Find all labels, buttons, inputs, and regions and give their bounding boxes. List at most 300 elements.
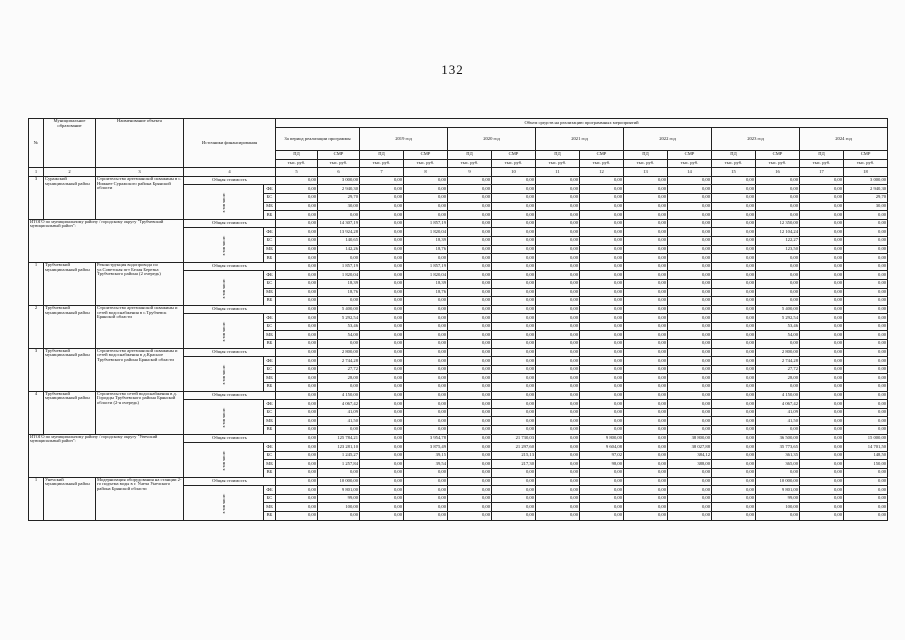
value-cell: 0,00 (624, 314, 668, 323)
value-cell: 0,00 (800, 279, 844, 288)
total-cost-label: Общая стоимость (184, 176, 276, 185)
value-cell: 0,00 (492, 348, 536, 357)
value-cell: 0,00 (404, 365, 448, 374)
value-cell: 0,00 (492, 417, 536, 426)
including-label: в том числе: (184, 357, 264, 391)
header-subcolumn: СМР (580, 151, 624, 160)
value-cell: 0,00 (800, 400, 844, 409)
value-cell: 0,00 (624, 279, 668, 288)
municipality-name: Трубчевский муниципальный район (44, 305, 96, 348)
value-cell: 0,00 (800, 434, 844, 443)
value-cell: 0,00 (536, 434, 580, 443)
value-cell: 0,00 (800, 297, 844, 306)
value-cell: 0,00 (536, 305, 580, 314)
funding-source: БС (264, 451, 276, 460)
value-cell: 0,00 (492, 477, 536, 486)
value-cell: 0,00 (360, 271, 404, 280)
funding-source: ВБ (264, 426, 276, 435)
value-cell: 0,00 (448, 408, 492, 417)
value-cell: 0,00 (624, 468, 668, 477)
value-cell: 0,00 (404, 468, 448, 477)
value-cell: 0,00 (276, 357, 318, 366)
value-cell: 18,39 (404, 279, 448, 288)
page-number: 132 (441, 62, 464, 77)
value-cell: 0,00 (712, 400, 756, 409)
value-cell: 0,00 (492, 391, 536, 400)
header-subcolumn: СМР (844, 151, 888, 160)
funding-source: БС (264, 236, 276, 245)
header-unit: тыс. руб. (448, 159, 492, 168)
value-cell: 0,00 (844, 477, 888, 486)
value-cell: 5 400,00 (756, 305, 800, 314)
value-cell: 0,00 (800, 468, 844, 477)
header-index: 14 (668, 168, 712, 177)
funding-source: МБ (264, 245, 276, 254)
value-cell: 12 104,24 (756, 228, 800, 237)
value-cell: 27,72 (756, 365, 800, 374)
value-cell: 0,00 (756, 297, 800, 306)
funding-source: БС (264, 408, 276, 417)
value-cell: 0,00 (360, 486, 404, 495)
value-cell: 3 875,49 (404, 443, 448, 452)
value-cell: 0,00 (712, 391, 756, 400)
value-cell: 0,00 (800, 460, 844, 469)
header-index: 8 (404, 168, 448, 177)
header-period: 2023 год (712, 128, 800, 151)
value-cell: 0,00 (844, 486, 888, 495)
value-cell: 0,00 (712, 511, 756, 520)
value-cell: 28,00 (318, 374, 360, 383)
header-subcolumn: ПД (276, 151, 318, 160)
value-cell: 0,00 (712, 477, 756, 486)
value-cell: 0,00 (360, 460, 404, 469)
value-cell: 4 067,42 (756, 400, 800, 409)
header-unit: тыс. руб. (536, 159, 580, 168)
value-cell: 0,00 (276, 417, 318, 426)
value-cell: 0,00 (580, 503, 624, 512)
value-cell: 0,00 (276, 494, 318, 503)
value-cell: 0,00 (712, 494, 756, 503)
value-cell: 0,00 (360, 211, 404, 220)
value-cell: 0,00 (448, 262, 492, 271)
value-cell: 0,00 (492, 511, 536, 520)
value-cell: 122,27 (756, 236, 800, 245)
value-cell: 4 067,42 (318, 400, 360, 409)
value-cell: 0,00 (712, 340, 756, 349)
value-cell: 0,00 (580, 262, 624, 271)
value-cell: 0,00 (580, 340, 624, 349)
value-cell: 0,00 (536, 297, 580, 306)
value-cell: 0,00 (448, 383, 492, 392)
funding-source: ВБ (264, 297, 276, 306)
value-cell: 0,00 (360, 254, 404, 263)
header-subcolumn: ПД (712, 151, 756, 160)
value-cell: 0,00 (448, 322, 492, 331)
value-cell: 0,00 (624, 391, 668, 400)
value-cell: 125 784,21 (318, 434, 360, 443)
value-cell: 99,00 (756, 494, 800, 503)
value-cell: 0,00 (668, 374, 712, 383)
value-cell: 0,00 (448, 340, 492, 349)
municipality-name: Трубчевский муниципальный район (44, 391, 96, 434)
value-cell: 0,00 (756, 279, 800, 288)
district-total-label: ИТОГО по муниципальному району / городскому округу "Трубчевский муниципальный район": (29, 219, 184, 262)
value-cell: 0,00 (844, 271, 888, 280)
value-cell: 0,00 (712, 357, 756, 366)
value-cell: 0,00 (276, 426, 318, 435)
value-cell: 0,00 (448, 451, 492, 460)
value-cell: 0,00 (580, 185, 624, 194)
value-cell: 0,00 (536, 271, 580, 280)
value-cell: 0,00 (448, 193, 492, 202)
value-cell: 1 857,19 (318, 262, 360, 271)
value-cell: 0,00 (360, 236, 404, 245)
value-cell: 0,00 (624, 348, 668, 357)
value-cell: 0,00 (448, 211, 492, 220)
value-cell: 0,00 (536, 176, 580, 185)
value-cell: 14 307,19 (318, 219, 360, 228)
value-cell: 0,00 (492, 219, 536, 228)
value-cell: 1 245,27 (318, 451, 360, 460)
value-cell: 2 800,00 (318, 348, 360, 357)
value-cell: 0,00 (668, 185, 712, 194)
value-cell: 0,00 (668, 254, 712, 263)
value-cell: 5 400,00 (318, 305, 360, 314)
value-cell: 0,00 (800, 322, 844, 331)
value-cell: 0,00 (404, 254, 448, 263)
value-cell: 0,00 (800, 176, 844, 185)
value-cell: 0,00 (624, 357, 668, 366)
value-cell: 0,00 (624, 408, 668, 417)
value-cell: 0,00 (360, 331, 404, 340)
header-index: 13 (624, 168, 668, 177)
object-name: Строительство артезианской скважины в с. Нижнее Суражского района Брянской области (96, 176, 184, 219)
value-cell: 0,00 (492, 305, 536, 314)
value-cell: 0,00 (756, 211, 800, 220)
value-cell: 0,00 (492, 228, 536, 237)
value-cell: 0,00 (448, 305, 492, 314)
value-cell: 9 604,08 (580, 443, 624, 452)
value-cell: 0,00 (800, 288, 844, 297)
value-cell: 0,00 (536, 245, 580, 254)
value-cell: 0,00 (492, 426, 536, 435)
value-cell: 0,00 (800, 374, 844, 383)
value-cell: 0,00 (800, 365, 844, 374)
total-row (29, 391, 888, 400)
value-cell: 0,00 (404, 193, 448, 202)
total-row (29, 262, 888, 271)
value-cell: 0,00 (668, 357, 712, 366)
object-name: Строительство сетей водоснабжения в д. Городцы Трубчевского района Брянской области (2-я очередь) (96, 391, 184, 434)
value-cell: 35 773,65 (756, 443, 800, 452)
value-cell: 0,00 (580, 511, 624, 520)
header-index: 16 (756, 168, 800, 177)
value-cell: 0,00 (492, 494, 536, 503)
value-cell: 53,46 (318, 322, 360, 331)
value-cell: 0,00 (668, 314, 712, 323)
value-cell: 0,00 (536, 279, 580, 288)
value-cell: 0,00 (712, 254, 756, 263)
value-cell: 0,00 (448, 426, 492, 435)
value-cell: 0,00 (800, 348, 844, 357)
funding-source: МБ (264, 460, 276, 469)
funding-source: БС (264, 365, 276, 374)
value-cell: 0,00 (712, 486, 756, 495)
value-cell: 97,02 (580, 451, 624, 460)
value-cell: 0,00 (492, 211, 536, 220)
value-cell: 0,00 (668, 236, 712, 245)
value-cell: 0,00 (624, 193, 668, 202)
value-cell: 0,00 (536, 228, 580, 237)
value-cell: 0,00 (276, 408, 318, 417)
value-cell: 0,00 (404, 426, 448, 435)
value-cell: 0,00 (800, 383, 844, 392)
value-cell: 0,00 (580, 176, 624, 185)
value-cell: 0,00 (448, 477, 492, 486)
value-cell: 0,00 (800, 477, 844, 486)
total-row (29, 219, 888, 228)
funding-source: ФБ (264, 357, 276, 366)
row-number: 1 (29, 262, 44, 305)
value-cell: 0,00 (624, 400, 668, 409)
value-cell: 0,00 (668, 262, 712, 271)
value-cell: 384,12 (668, 451, 712, 460)
value-cell: 0,00 (276, 486, 318, 495)
header-period: За период реализации программы (276, 128, 360, 151)
header-unit: тыс. руб. (756, 159, 800, 168)
value-cell: 0,00 (844, 357, 888, 366)
value-cell: 0,00 (624, 503, 668, 512)
value-cell: 2 744,28 (756, 357, 800, 366)
value-cell: 0,00 (318, 211, 360, 220)
value-cell: 0,00 (712, 219, 756, 228)
value-cell: 0,00 (800, 305, 844, 314)
value-cell: 0,00 (448, 443, 492, 452)
value-cell: 0,00 (800, 503, 844, 512)
object-name: Строительство артезианской скважины и сетей водоснабжения в с.Трубчевск Брянской области (96, 305, 184, 348)
header-period: 2024 год (800, 128, 888, 151)
value-cell: 0,00 (492, 374, 536, 383)
value-cell: 0,00 (404, 477, 448, 486)
value-cell: 0,00 (492, 365, 536, 374)
funding-source: ФБ (264, 185, 276, 194)
value-cell: 0,00 (448, 486, 492, 495)
value-cell: 0,00 (756, 185, 800, 194)
value-cell: 0,00 (276, 211, 318, 220)
value-cell: 0,00 (624, 340, 668, 349)
value-cell: 0,00 (448, 460, 492, 469)
value-cell: 0,00 (624, 228, 668, 237)
value-cell: 0,00 (668, 511, 712, 520)
value-cell: 0,00 (668, 417, 712, 426)
header-unit: тыс. руб. (800, 159, 844, 168)
total-row (29, 348, 888, 357)
value-cell: 0,00 (624, 185, 668, 194)
header-index: 7 (360, 168, 404, 177)
value-cell: 0,00 (360, 340, 404, 349)
value-cell: 0,00 (580, 417, 624, 426)
value-cell: 0,00 (492, 202, 536, 211)
value-cell: 0,00 (404, 417, 448, 426)
value-cell: 0,00 (580, 202, 624, 211)
value-cell: 99,00 (318, 494, 360, 503)
value-cell: 0,00 (360, 314, 404, 323)
value-cell: 0,00 (492, 400, 536, 409)
value-cell: 0,00 (360, 468, 404, 477)
value-cell: 0,00 (624, 383, 668, 392)
value-cell: 0,00 (712, 314, 756, 323)
value-cell: 0,00 (580, 477, 624, 486)
header-unit: тыс. руб. (318, 159, 360, 168)
value-cell: 0,00 (276, 314, 318, 323)
value-cell: 0,00 (492, 185, 536, 194)
header-index: 15 (712, 168, 756, 177)
value-cell: 0,00 (624, 219, 668, 228)
value-cell: 10 000,00 (318, 477, 360, 486)
value-cell: 0,00 (360, 348, 404, 357)
value-cell: 9 801,00 (318, 486, 360, 495)
header-index: 9 (448, 168, 492, 177)
value-cell: 0,00 (536, 236, 580, 245)
value-cell: 0,00 (318, 426, 360, 435)
object-name: Реконструкция водопровода по ул.Советская пгт Белая Березка Трубчевского района (2 очередь) (96, 262, 184, 305)
value-cell: 0,00 (624, 426, 668, 435)
value-cell: 0,00 (580, 468, 624, 477)
value-cell: 0,00 (360, 193, 404, 202)
value-cell: 0,00 (448, 314, 492, 323)
total-row (29, 176, 888, 185)
header-subcolumn: СМР (668, 151, 712, 160)
value-cell: 3 954,78 (404, 434, 448, 443)
value-cell: 1 857,19 (404, 262, 448, 271)
including-label: в том числе: (184, 271, 264, 305)
header-subcolumn: ПД (536, 151, 580, 160)
value-cell: 0,00 (844, 503, 888, 512)
value-cell: 0,00 (844, 322, 888, 331)
value-cell: 0,00 (536, 348, 580, 357)
value-cell: 0,00 (800, 262, 844, 271)
funding-source: ВБ (264, 340, 276, 349)
value-cell: 0,00 (756, 271, 800, 280)
value-cell: 0,00 (844, 297, 888, 306)
value-cell: 0,00 (360, 176, 404, 185)
value-cell: 0,00 (668, 503, 712, 512)
including-label: в том числе: (184, 486, 264, 520)
value-cell: 0,00 (404, 202, 448, 211)
funding-source: БС (264, 279, 276, 288)
value-cell: 0,00 (360, 288, 404, 297)
value-cell: 0,00 (360, 391, 404, 400)
total-row (29, 305, 888, 314)
value-cell: 14 701,50 (844, 443, 888, 452)
value-cell: 0,00 (448, 271, 492, 280)
value-cell: 0,00 (492, 503, 536, 512)
value-cell: 0,00 (536, 314, 580, 323)
value-cell: 0,00 (712, 331, 756, 340)
header-unit: тыс. руб. (580, 159, 624, 168)
value-cell: 0,00 (756, 340, 800, 349)
value-cell: 0,00 (448, 348, 492, 357)
value-cell: 0,00 (668, 202, 712, 211)
including-label: в том числе: (184, 443, 264, 477)
header-index: 2 (44, 168, 96, 177)
value-cell: 0,00 (276, 254, 318, 263)
value-cell: 0,00 (624, 443, 668, 452)
value-cell: 0,00 (580, 254, 624, 263)
value-cell: 0,00 (800, 408, 844, 417)
value-cell: 0,00 (404, 511, 448, 520)
value-cell: 0,00 (448, 391, 492, 400)
value-cell: 0,00 (404, 185, 448, 194)
value-cell: 0,00 (276, 322, 318, 331)
value-cell: 0,00 (360, 262, 404, 271)
value-cell: 0,00 (404, 357, 448, 366)
value-cell: 0,00 (360, 365, 404, 374)
value-cell: 0,00 (844, 426, 888, 435)
value-cell: 3 000,00 (318, 176, 360, 185)
value-cell: 54,00 (318, 331, 360, 340)
header-index: 6 (318, 168, 360, 177)
value-cell: 0,00 (276, 331, 318, 340)
value-cell: 0,00 (404, 408, 448, 417)
value-cell: 0,00 (668, 468, 712, 477)
value-cell: 0,00 (668, 245, 712, 254)
value-cell: 0,00 (580, 193, 624, 202)
district-total-label: ИТОГО по муниципальному району / городскому округу "Унечский муниципальный район": (29, 434, 184, 477)
funding-source: ФБ (264, 228, 276, 237)
value-cell: 54,00 (756, 331, 800, 340)
header-subcolumn: ПД (624, 151, 668, 160)
value-cell: 0,00 (276, 288, 318, 297)
header-index: 10 (492, 168, 536, 177)
header-subcolumn: ПД (360, 151, 404, 160)
value-cell: 0,00 (844, 236, 888, 245)
value-cell: 0,00 (844, 331, 888, 340)
value-cell: 0,00 (580, 236, 624, 245)
total-cost-label: Общая стоимость (184, 262, 276, 271)
value-cell: 0,00 (668, 494, 712, 503)
value-cell: 0,00 (668, 279, 712, 288)
value-cell: 0,00 (668, 400, 712, 409)
value-cell: 0,00 (756, 511, 800, 520)
value-cell: 0,00 (800, 254, 844, 263)
value-cell: 0,00 (756, 202, 800, 211)
value-cell: 0,00 (624, 254, 668, 263)
header-unit: тыс. руб. (844, 159, 888, 168)
value-cell: 0,00 (624, 322, 668, 331)
value-cell: 0,00 (360, 408, 404, 417)
value-cell: 0,00 (536, 391, 580, 400)
value-cell: 0,00 (668, 322, 712, 331)
value-cell: 0,00 (668, 288, 712, 297)
header-source: Источники финансирования (184, 119, 276, 168)
header-row (29, 119, 888, 128)
value-cell: 0,00 (276, 228, 318, 237)
value-cell: 0,00 (844, 468, 888, 477)
value-cell: 0,00 (712, 408, 756, 417)
value-cell: 0,00 (712, 185, 756, 194)
value-cell: 0,00 (536, 486, 580, 495)
value-cell: 0,00 (276, 443, 318, 452)
value-cell: 0,00 (492, 383, 536, 392)
value-cell: 0,00 (276, 451, 318, 460)
value-cell: 0,00 (712, 365, 756, 374)
value-cell: 0,00 (448, 219, 492, 228)
value-cell: 5 292,54 (756, 314, 800, 323)
value-cell: 3 000,00 (844, 176, 888, 185)
value-cell: 0,00 (536, 211, 580, 220)
value-cell: 0,00 (712, 262, 756, 271)
